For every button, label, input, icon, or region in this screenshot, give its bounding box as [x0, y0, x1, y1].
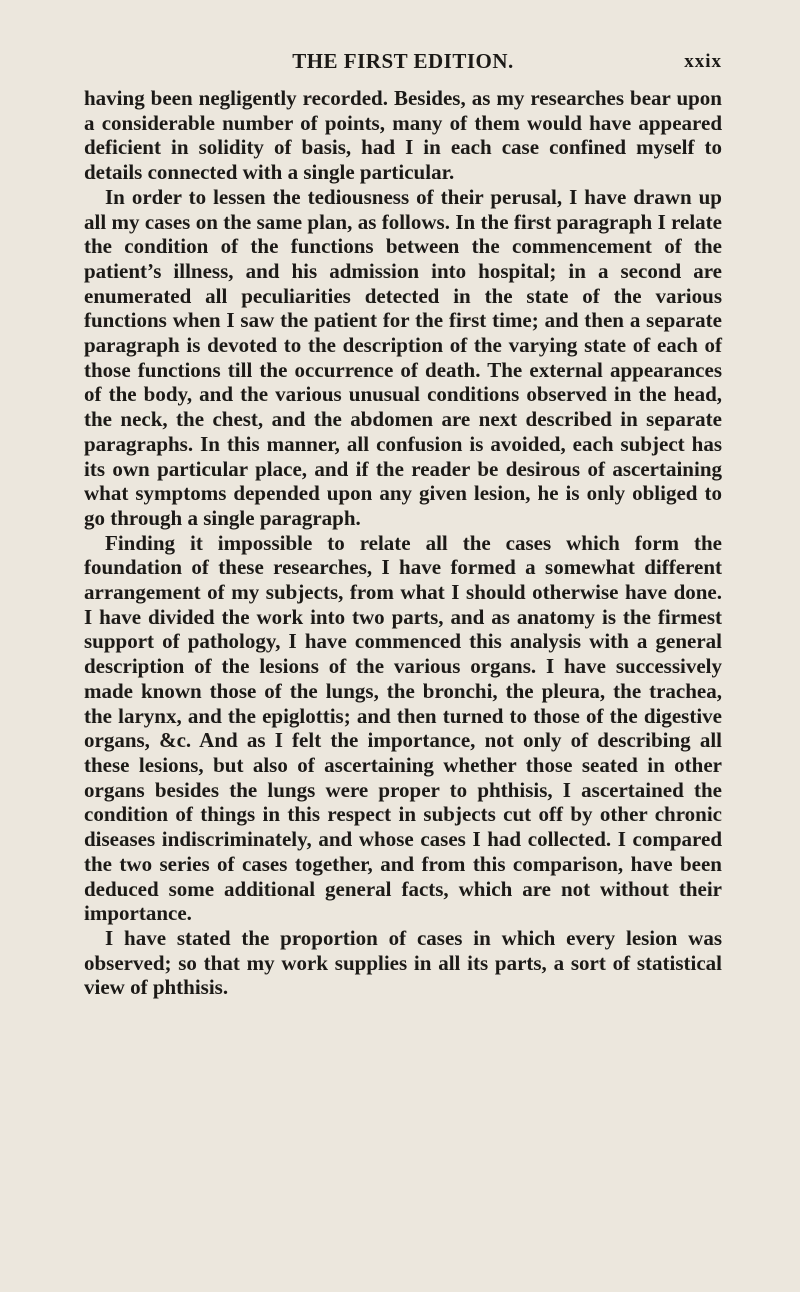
body-text: [84, 86, 722, 1000]
paragraph-arrangement: Finding it impossible to relate all the cases which form the foundation of these researches, I have formed a somewhat different arrangement of my subjects, from what I should otherwise have done. I have divided the work into two parts, and as anatomy is the firmest support of pathology, I have commenced this analysis with a general description of the lesions of the various organs. I have successively made known those of the lungs, the bronchi, the pleura, the trachea, the larynx, and the epiglottis; and then turned to those of the digestive organs, &c. And as I felt the importance, not only of describing all these lesions, but also of ascertaining whether those seated in other organs besides the lungs were proper to phthisis, I ascertained the condition of things in this respect in subjects cut off by other chronic diseases indiscriminately, and whose cases I had collected. I compared the two series of cases together, and from this comparison, have been deduced some additional general facts, which are not without their importance.: [84, 530, 722, 926]
page-number: xxix: [684, 51, 722, 72]
paragraph-statistics: I have stated the proportion of cases in which every lesion was observed; so that my work supplies in all its parts, a sort of statistical view of phthisis.: [84, 925, 722, 1000]
running-head: [84, 49, 722, 79]
paragraph-case-plan: In order to lessen the tediousness of their perusal, I have drawn up all my cases on the same plan, as follows. In the first paragraph I relate the condition of the functions between the commencement of the patient’s illness, and his admission into hospital; in a second are enumerated all peculiarities detected in the state of the various functions when I saw the patient for the first time; and then a separate paragraph is devoted to the description of the varying state of each of those functions till the occurrence of death. The external appearances of the body, and the various unusual conditions observed in the head, the neck, the chest, and the abdomen are next described in separate paragraphs. In this manner, all confusion is avoided, each subject has its own particular place, and if the reader be desirous of ascertaining what symptoms depended upon any given lesion, he is only obliged to go through a single paragraph.: [84, 184, 722, 530]
running-title: THE FIRST EDITION.: [292, 49, 514, 73]
paragraph-continuation: having been negligently recorded. Besides, as my researches bear upon a considerable number of points, many of them would have appeared deficient in solidity of basis, had I in each case confined myself to details connected with a single particular.: [84, 86, 722, 185]
